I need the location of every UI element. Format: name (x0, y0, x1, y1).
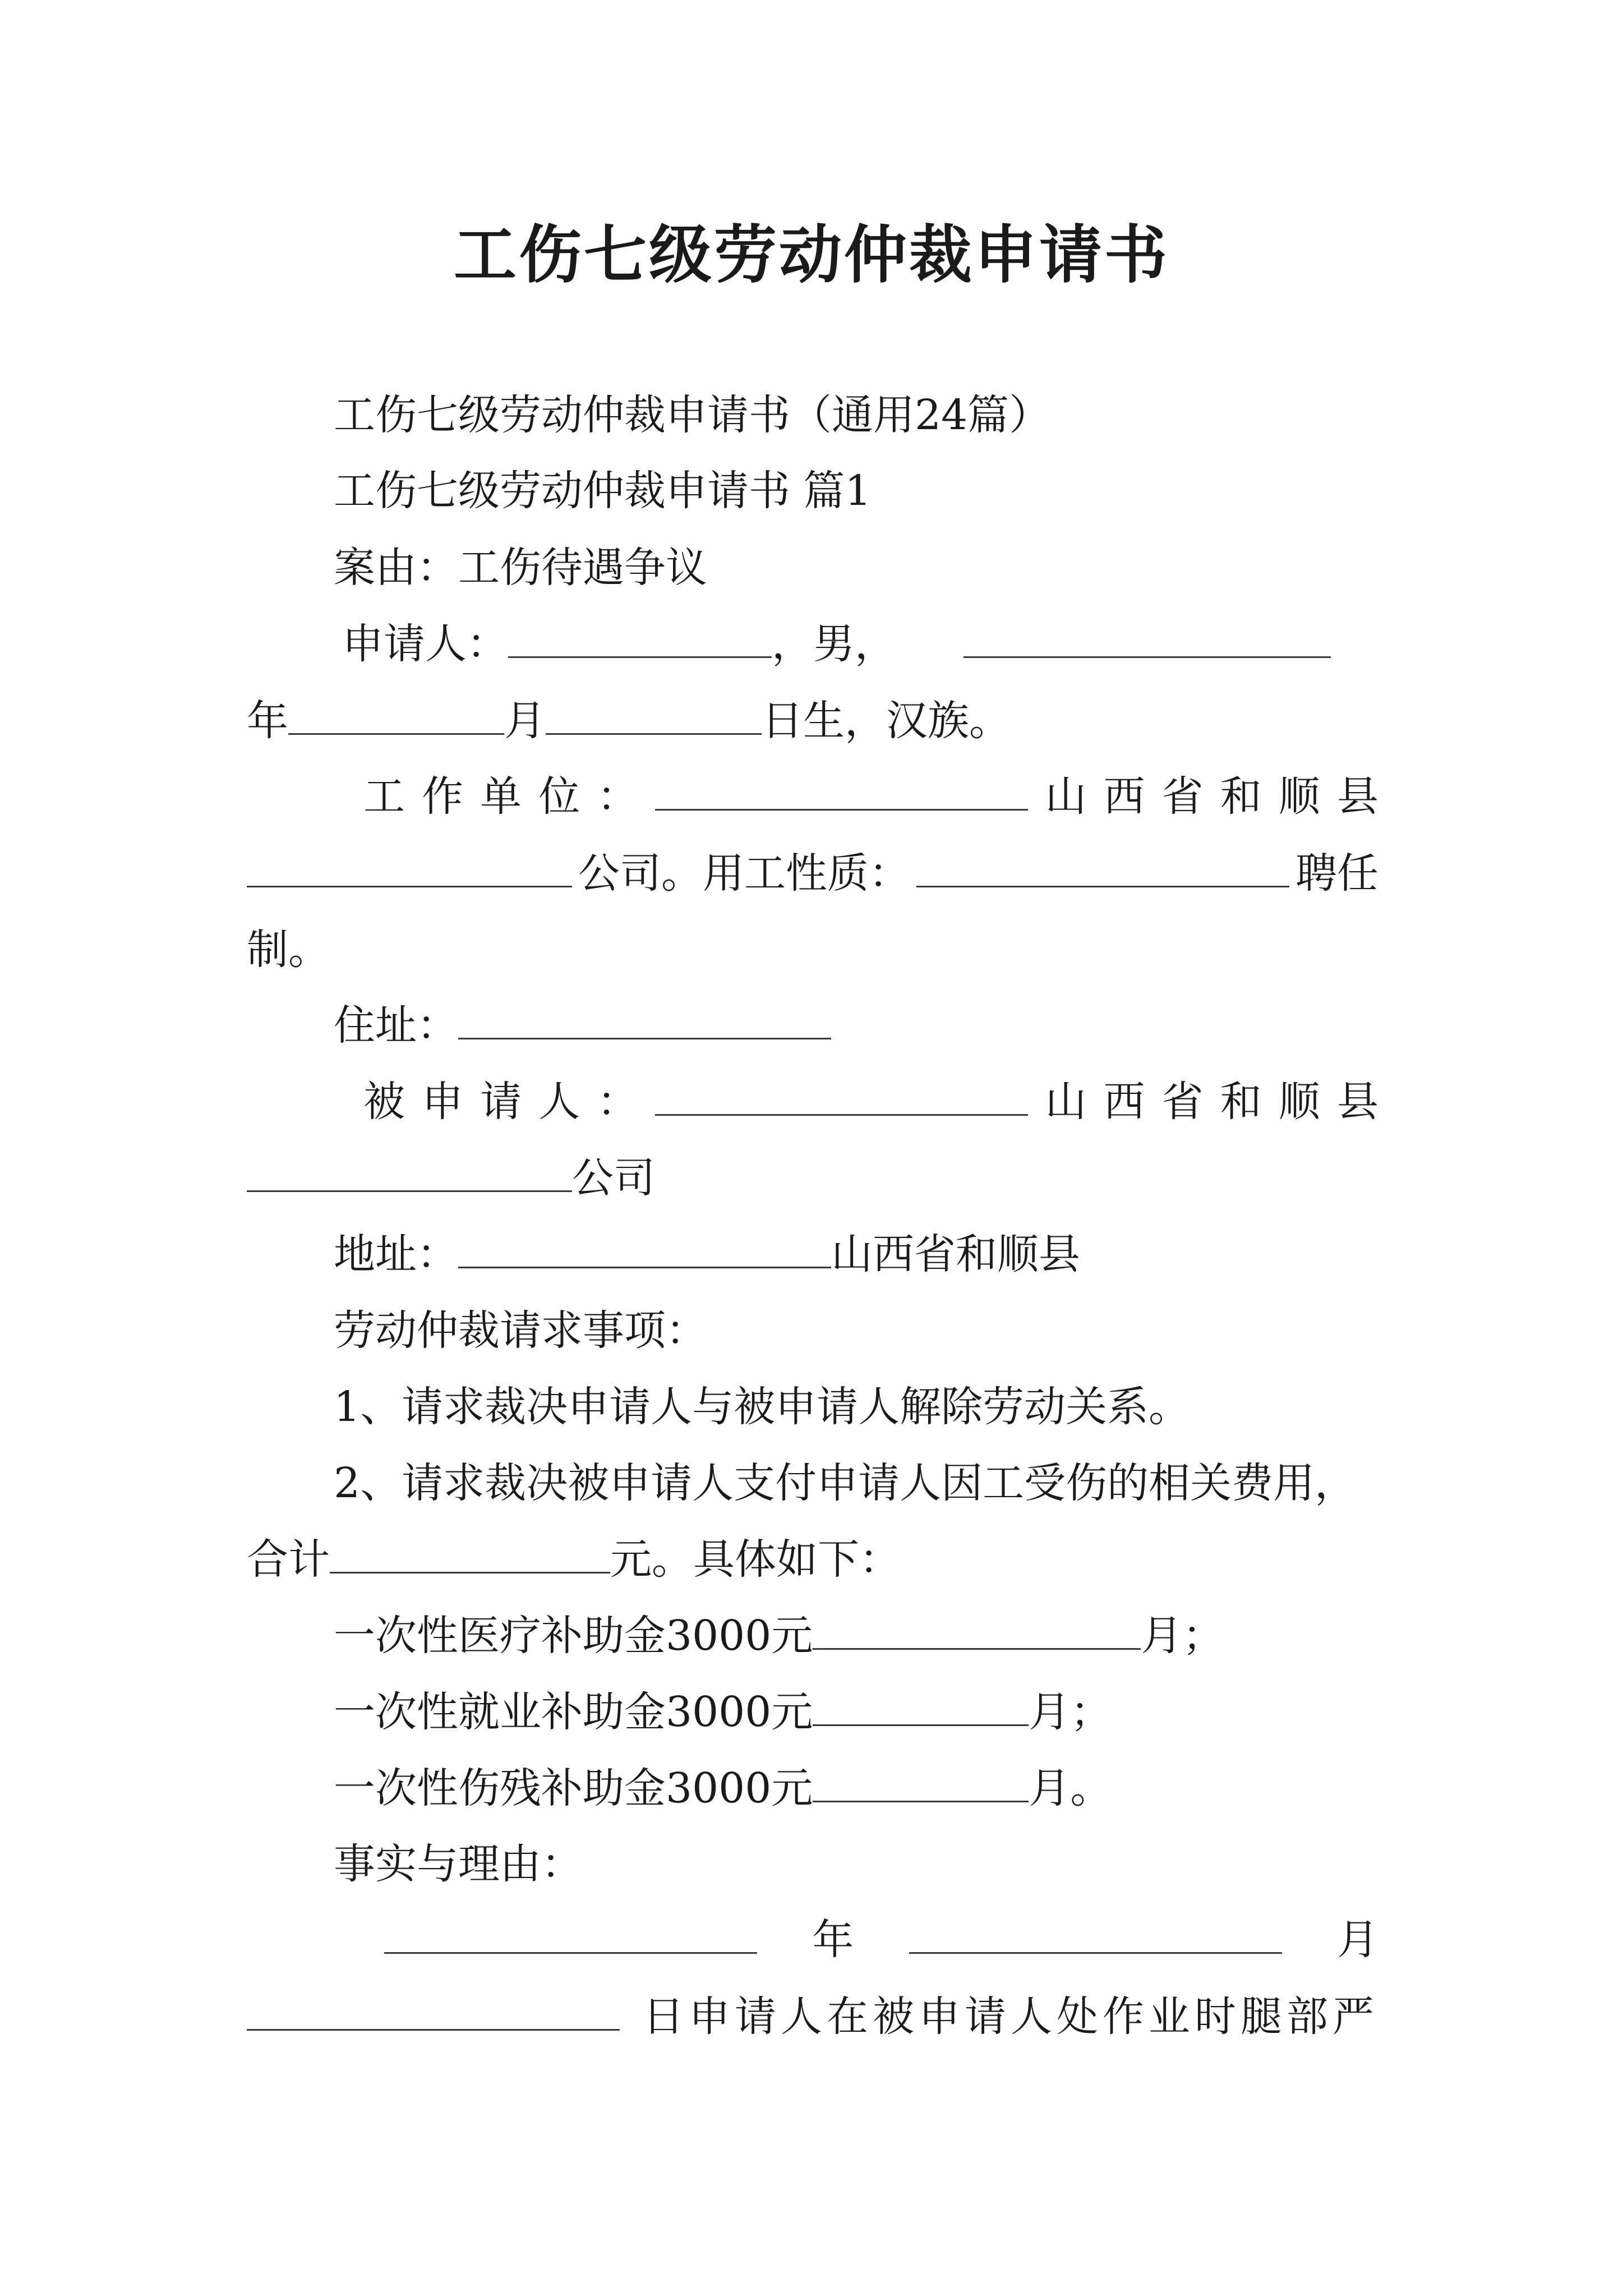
total-suffix: 元。具体如下： (610, 1535, 901, 1584)
work-unit-char: 作 (422, 772, 464, 821)
place-char: 县 (1336, 1078, 1378, 1126)
place-char: 省 (1161, 1078, 1204, 1126)
request-1: 1、请求裁决申请人与被申请人解除劳动关系。 (334, 1383, 1191, 1431)
birth-line (247, 693, 1011, 749)
applicant-gender: ，男， (772, 620, 896, 668)
place-char: 省 (1161, 772, 1204, 821)
work-unit-line (363, 769, 1378, 825)
birth-month-label: 月 (504, 697, 546, 745)
respondent-char: 申 (422, 1078, 464, 1126)
facts-heading: 事实与理由： (334, 1840, 583, 1888)
address-label: 住址： (334, 1001, 458, 1050)
medical-subsidy-line (334, 1608, 1224, 1664)
system-word: 制。 (247, 926, 330, 974)
employment-nature-blank (916, 852, 1289, 887)
date-line (384, 1912, 1378, 1968)
company-line (247, 845, 1378, 901)
applicant-name-blank (508, 623, 772, 658)
respondent-company-blank (247, 1157, 572, 1192)
place-char: 县 (1336, 772, 1378, 821)
work-unit-char: 位 (538, 772, 580, 821)
disability-blank (813, 1767, 1029, 1802)
respondent-blank (655, 1080, 1028, 1116)
month-label: 月； (1141, 1612, 1224, 1660)
injury-year-blank (384, 1918, 757, 1954)
injury-day-blank (247, 1995, 620, 2031)
location-line (334, 1226, 1080, 1282)
work-unit-char: ： (597, 772, 639, 821)
month-label: 月。 (1029, 1764, 1112, 1812)
injury-text: 日申请人在被申请人处作业时腿部严 (643, 1993, 1378, 2041)
subtitle: 工伤七级劳动仲裁申请书（通用24篇） (334, 391, 1051, 439)
birth-tail: 日生，汉族。 (762, 697, 1011, 745)
place-char: 西 (1103, 772, 1145, 821)
work-unit-char: 单 (480, 772, 522, 821)
employment-nature: 聘任 (1295, 849, 1378, 898)
place-char: 山 (1045, 772, 1087, 821)
respondent-line (363, 1074, 1378, 1130)
address-blank (458, 1004, 831, 1039)
total-prefix: 合计 (247, 1535, 330, 1584)
year-label: 年 (812, 1916, 854, 1964)
birth-year-label: 年 (247, 697, 288, 745)
month-label: 月 (1336, 1916, 1378, 1964)
month-label: 月； (1029, 1688, 1112, 1736)
location-blank (458, 1233, 831, 1268)
employment-subsidy: 一次性就业补助金3000元 (334, 1688, 813, 1736)
location-label: 地址： (334, 1230, 458, 1278)
respondent-company-line (247, 1150, 655, 1206)
applicant-line (342, 616, 1331, 672)
requests-heading: 劳动仲裁请求事项： (334, 1306, 707, 1355)
work-unit-blank (655, 775, 1028, 811)
medical-blank (813, 1614, 1141, 1650)
employment-subsidy-line (334, 1684, 1112, 1740)
medical-subsidy: 一次性医疗补助金3000元 (334, 1612, 813, 1660)
document-title: 工伤七级劳动仲裁申请书 (454, 218, 1169, 292)
company-blank (247, 852, 572, 887)
company-text: 公司。用工性质： (578, 849, 910, 898)
birth-blank (963, 623, 1331, 658)
injury-line (247, 1989, 1378, 2045)
place-char: 山 (1045, 1078, 1087, 1126)
place-char: 顺 (1278, 772, 1320, 821)
request-2: 2、请求裁决被申请人支付申请人因工受伤的相关费用， (334, 1459, 1357, 1507)
injury-month-blank (909, 1918, 1282, 1954)
applicant-label: 申请人： (342, 620, 508, 668)
case-cause: 案由：工伤待遇争议 (334, 544, 707, 592)
birth-month-blank (546, 700, 762, 735)
place-char: 顺 (1278, 1078, 1320, 1126)
disability-subsidy-line (334, 1760, 1112, 1816)
place-char: 西 (1103, 1078, 1145, 1126)
place-char: 和 (1220, 1078, 1262, 1126)
birth-year-blank (288, 700, 504, 735)
respondent-char: ： (597, 1078, 639, 1126)
respondent-char: 被 (363, 1078, 405, 1126)
employment-blank (813, 1691, 1029, 1726)
place-char: 和 (1220, 772, 1262, 821)
section-heading: 工伤七级劳动仲裁申请书 篇1 (334, 467, 872, 515)
location-place: 山西省和顺县 (831, 1230, 1080, 1278)
total-line (247, 1531, 901, 1588)
respondent-char: 人 (538, 1078, 580, 1126)
work-unit-char: 工 (363, 772, 405, 821)
total-blank (330, 1538, 610, 1573)
respondent-company: 公司 (572, 1154, 655, 1202)
address-line (334, 997, 831, 1053)
respondent-char: 请 (480, 1078, 522, 1126)
disability-subsidy: 一次性伤残补助金3000元 (334, 1764, 813, 1812)
